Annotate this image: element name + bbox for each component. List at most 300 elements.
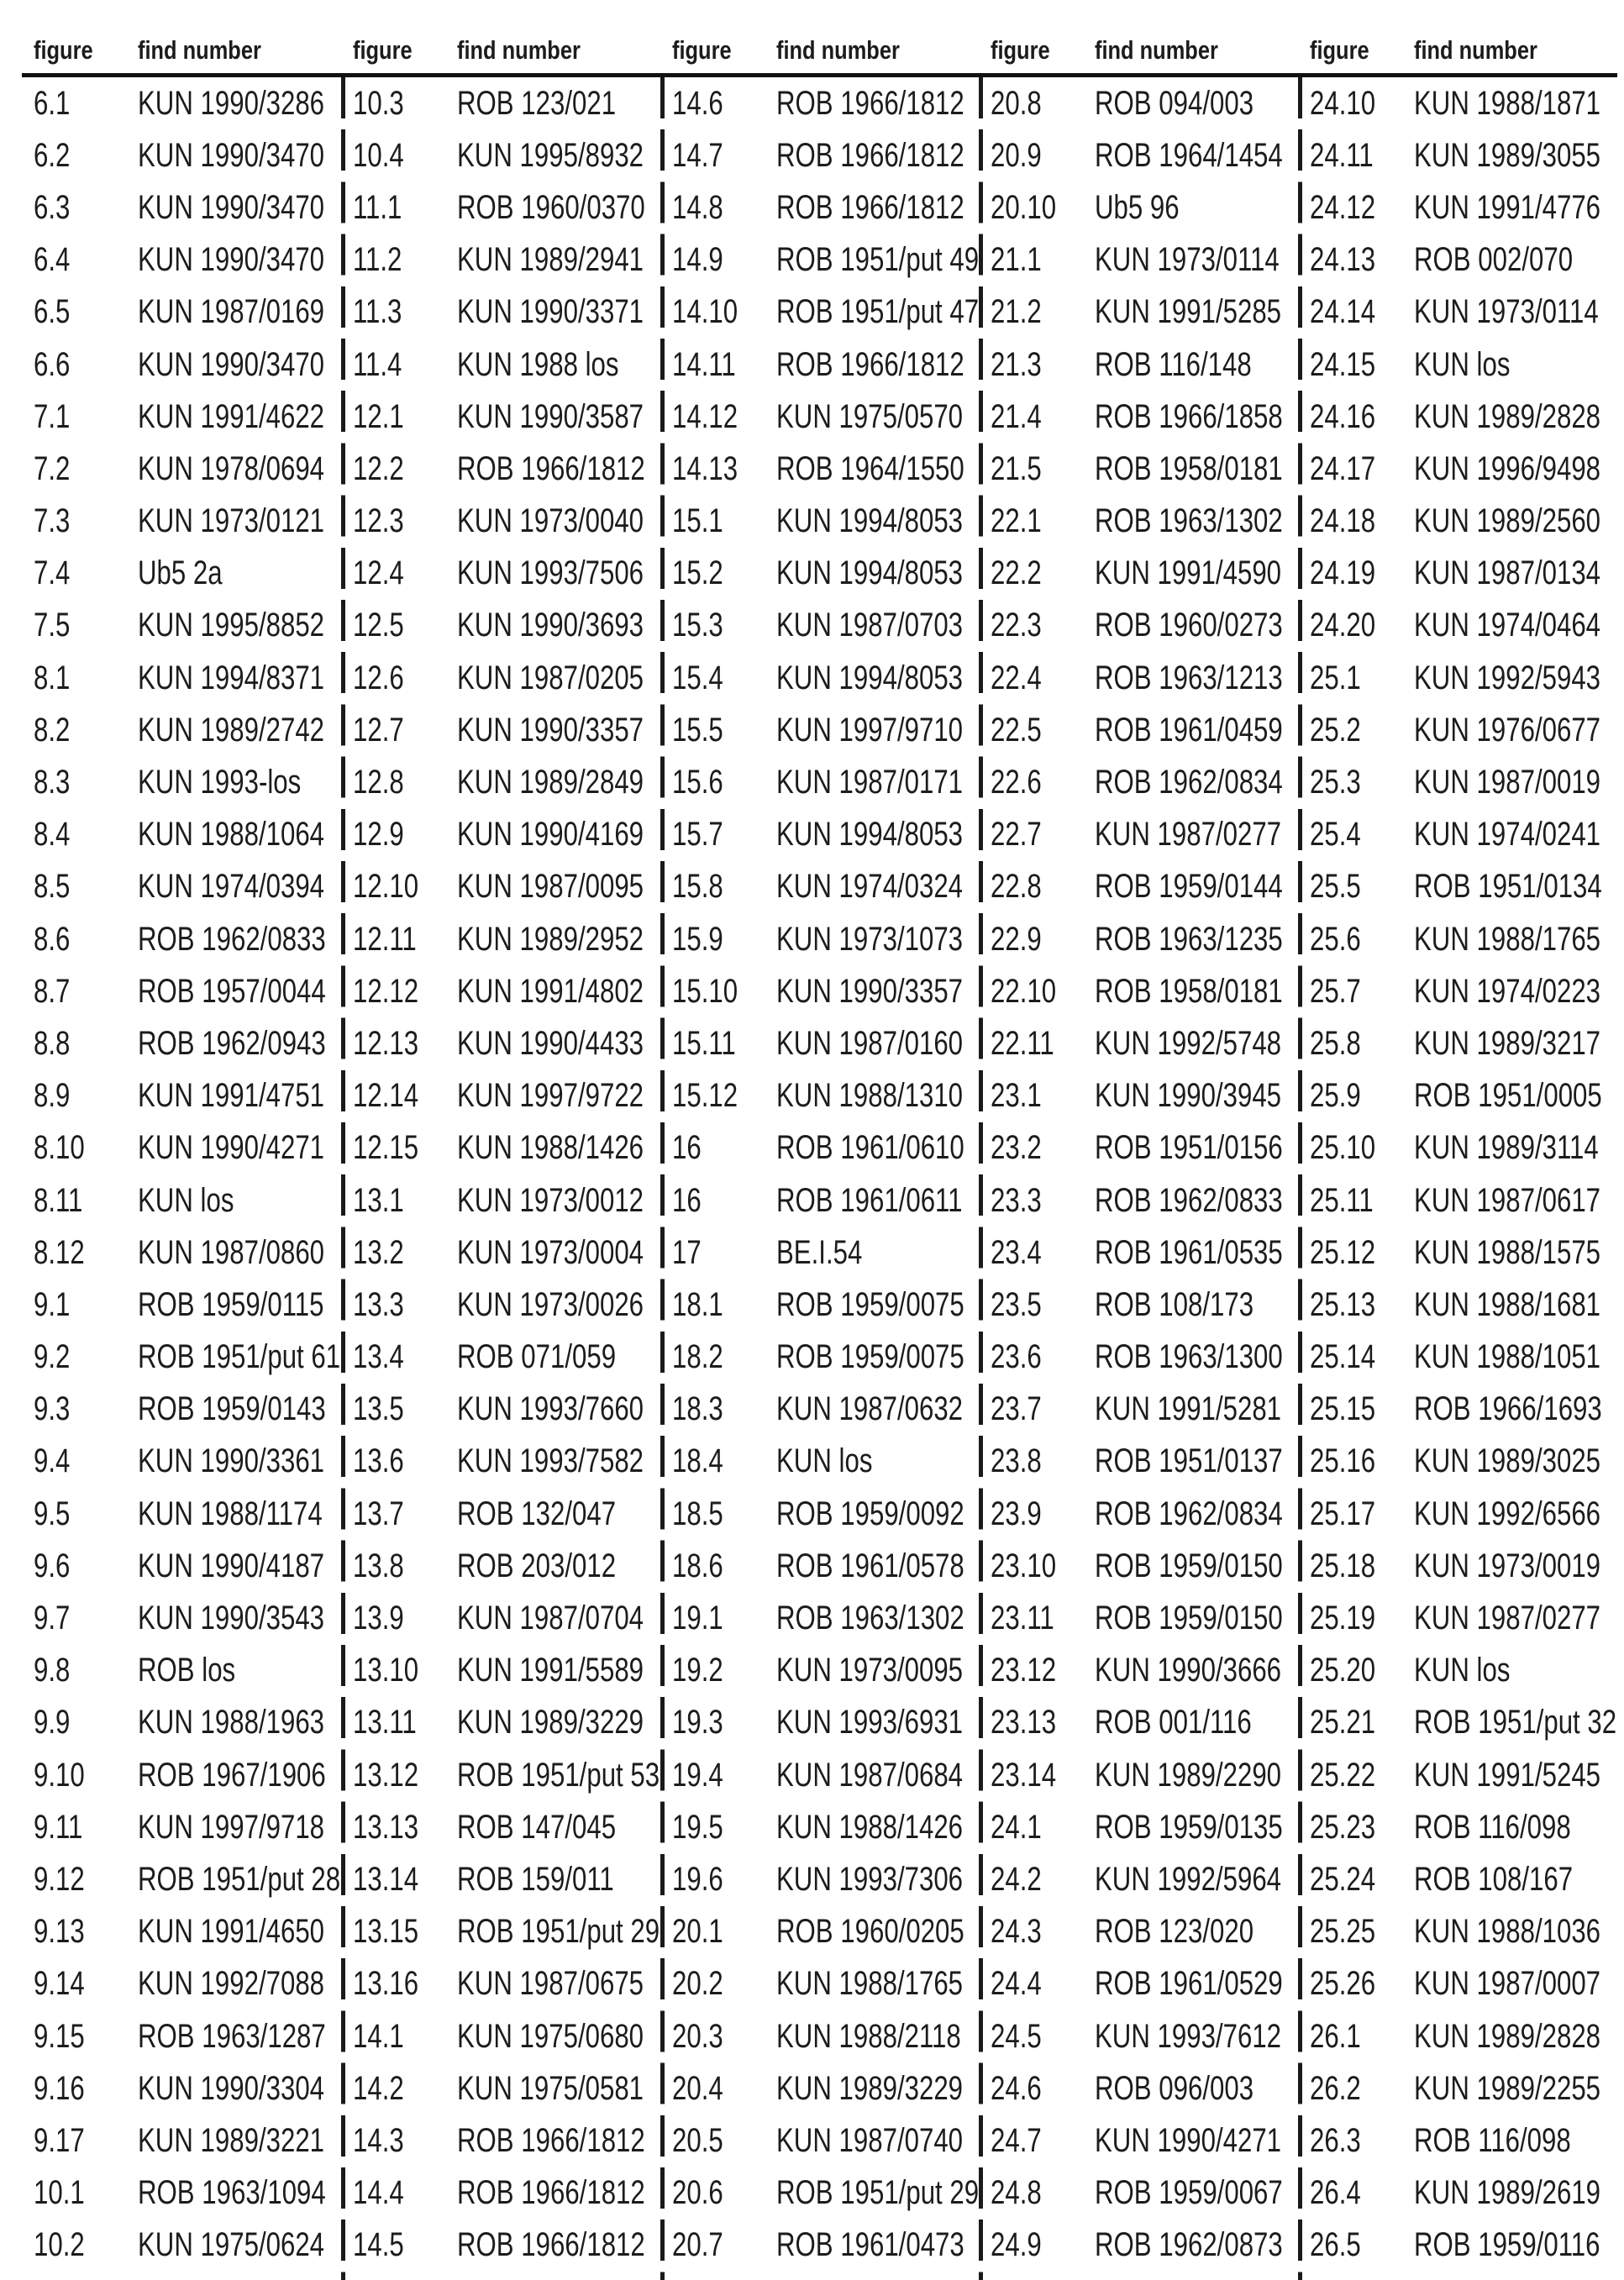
table-row: [991, 2010, 1298, 2062]
figure-number: 21.2: [991, 293, 1043, 331]
figure-number: 23.12: [991, 1652, 1057, 1689]
find-number: KUN 1990/3587: [456, 397, 644, 435]
find-number: KUN 1990/4271: [1095, 2121, 1282, 2159]
table-row: [1310, 443, 1617, 495]
figure-number: 24.1: [991, 1808, 1043, 1846]
table-row: [672, 1174, 980, 1227]
figure-number: 24.18: [1310, 502, 1376, 540]
find-number: KUN 1995/8932: [456, 136, 644, 174]
table-row: [34, 1749, 341, 1801]
find-number: KUN 1993/7612: [1095, 2017, 1282, 2055]
find-number: KUN 1990/3543: [138, 1600, 325, 1637]
table-row: [991, 1070, 1298, 1122]
figure-number: 8.8: [34, 1024, 71, 1062]
table-row: [1310, 1017, 1617, 1069]
figure-number: 13.13: [352, 1808, 418, 1846]
table-row: [34, 1122, 341, 1174]
figure-number: 23.5: [991, 1285, 1043, 1323]
table-row: [1310, 809, 1617, 861]
table-row: [34, 234, 341, 286]
table-row: [991, 443, 1298, 495]
table-row: [353, 704, 660, 756]
table-row: [991, 1592, 1298, 1644]
figure-number: 18.6: [671, 1547, 723, 1584]
find-number: KUN 1973/0114: [1095, 241, 1280, 279]
figure-number: 14.5: [352, 2226, 404, 2264]
find-number: KUN 1991/5285: [1095, 293, 1282, 331]
table-row: [672, 1592, 980, 1644]
figure-number: 23.13: [991, 1704, 1057, 1742]
table-row: [672, 1540, 980, 1592]
figure-findnumber-column-group: [341, 25, 660, 2280]
figure-number: 25.20: [1310, 1652, 1376, 1689]
figure-number: 26.4: [1310, 2174, 1361, 2212]
table-row: [991, 1227, 1298, 1279]
row-list: [34, 77, 341, 2272]
find-number: KUN 1991/4802: [456, 972, 644, 1010]
table-row: [991, 913, 1298, 965]
figure-number: 9.3: [34, 1390, 71, 1428]
table-row: [353, 234, 660, 286]
table-row: [672, 1906, 980, 1958]
table-row: [1310, 1801, 1617, 1853]
table-row: [34, 1279, 341, 1331]
figure-number: 13.15: [352, 1913, 418, 1951]
figure-number: 13.3: [352, 1285, 404, 1323]
find-number: ROB 116/098: [1414, 1808, 1571, 1846]
find-number: KUN 1993/7582: [456, 1442, 644, 1480]
table-row: [34, 1697, 341, 1749]
figure-number: 9.16: [34, 2069, 85, 2107]
find-number: ROB 1963/1287: [138, 2017, 326, 2055]
find-number: KUN 1973/0026: [456, 1285, 644, 1323]
table-row: [672, 652, 980, 704]
figure-number: 12.3: [352, 502, 404, 540]
find-number: KUN 1989/3055: [1414, 136, 1601, 174]
find-number: KUN 1993/7506: [456, 554, 644, 592]
figure-number: 25.7: [1310, 972, 1361, 1010]
find-number: KUN 1990/3470: [138, 241, 325, 279]
table-row: [991, 1017, 1298, 1069]
figure-column-header: figure: [671, 35, 732, 65]
figure-number: 13.7: [352, 1495, 404, 1532]
figure-number: 10.3: [352, 84, 404, 122]
figure-number: 22.2: [991, 554, 1043, 592]
figure-number: 9.12: [34, 1860, 85, 1898]
figure-number: 6.2: [34, 136, 71, 174]
table-row: [353, 1070, 660, 1122]
figure-number: 20.10: [991, 188, 1057, 226]
figure-number: 23.3: [991, 1181, 1043, 1219]
find-number: KUN 1992/7088: [138, 1965, 325, 2003]
find-number-column-header: find number: [775, 35, 900, 65]
table-row: [672, 286, 980, 339]
find-number: KUN 1994/8053: [775, 816, 963, 854]
table-row: [1310, 913, 1617, 965]
find-number-column-header: find number: [1095, 35, 1219, 65]
find-number: KUN 1988/1575: [1414, 1233, 1601, 1271]
find-number: ROB 108/167: [1414, 1860, 1574, 1898]
table-row: [353, 913, 660, 965]
figure-number: 13.10: [352, 1652, 418, 1689]
find-number: ROB 1951/put 53: [456, 1756, 660, 1794]
find-number: ROB 1960/0205: [775, 1913, 964, 1951]
table-row: [1310, 496, 1617, 548]
find-number: KUN los: [138, 1181, 234, 1219]
find-number: ROB 1959/0092: [775, 1495, 964, 1532]
table-row: [353, 1384, 660, 1436]
table-row: [1310, 1332, 1617, 1384]
table-row: [1310, 339, 1617, 391]
table-row: [991, 181, 1298, 234]
table-row: [353, 600, 660, 652]
figure-number: 24.14: [1310, 293, 1376, 331]
figure-number: 12.14: [352, 1077, 418, 1115]
figure-number: 23.8: [991, 1442, 1043, 1480]
figure-number: 22.9: [991, 920, 1043, 958]
table-row: [991, 1958, 1298, 2010]
figure-number: 6.4: [34, 241, 71, 279]
figure-number: 7.5: [34, 607, 71, 644]
table-row: [991, 1697, 1298, 1749]
table-row: [34, 652, 341, 704]
table-row: [672, 181, 980, 234]
table-row: [34, 1906, 341, 1958]
figure-number: 24.11: [1310, 136, 1374, 174]
find-number-table: [34, 25, 1617, 2280]
find-number: ROB 1958/0181: [1095, 972, 1284, 1010]
figure-number: 15.9: [671, 920, 723, 958]
figure-number: 13.5: [352, 1390, 404, 1428]
figure-number: 7.2: [34, 449, 71, 487]
find-number: KUN 1987/0171: [775, 764, 963, 801]
table-row: [991, 1749, 1298, 1801]
figure-number: 21.4: [991, 397, 1043, 435]
figure-number: 23.7: [991, 1390, 1043, 1428]
figure-number: 14.6: [671, 84, 723, 122]
find-number: KUN 1991/4622: [138, 397, 325, 435]
table-row: [353, 1592, 660, 1644]
find-number: KUN 1988/1426: [775, 1808, 963, 1846]
figure-number: 9.1: [34, 1285, 71, 1323]
figure-number: 25.15: [1310, 1390, 1376, 1428]
figure-number: 24.10: [1310, 84, 1376, 122]
figure-number: 25.17: [1310, 1495, 1376, 1532]
figure-number: 8.5: [34, 868, 71, 906]
find-number: KUN 1988/1051: [1414, 1338, 1601, 1376]
figure-number: 9.10: [34, 1756, 85, 1794]
find-number: ROB 1951/put 28: [138, 1860, 341, 1898]
table-row: [991, 77, 1298, 129]
figure-number: 20.7: [671, 2226, 723, 2264]
figure-number: 23.11: [991, 1600, 1055, 1637]
find-number: ROB 1951/0137: [1095, 1442, 1284, 1480]
table-row: [991, 1853, 1298, 1905]
find-number: KUN 1988/1036: [1414, 1913, 1601, 1951]
figure-findnumber-column-group: [34, 25, 341, 2280]
find-number: KUN 1974/0241: [1414, 816, 1601, 854]
table-row: [1310, 548, 1617, 600]
figure-number: 26.2: [1310, 2069, 1361, 2107]
table-row: [1310, 1592, 1617, 1644]
figure-number: 14.7: [671, 136, 723, 174]
figure-number: 9.17: [34, 2121, 85, 2159]
figure-number: 19.4: [671, 1756, 723, 1794]
figure-column-header: figure: [34, 35, 93, 65]
table-row: [34, 913, 341, 965]
find-number: KUN 1988/1310: [775, 1077, 963, 1115]
figure-number: 24.5: [991, 2017, 1043, 2055]
figure-number: 13.12: [352, 1756, 418, 1794]
find-number: KUN 1992/5748: [1095, 1024, 1282, 1062]
row-list: [991, 77, 1298, 2272]
find-number: KUN 1989/2849: [456, 764, 644, 801]
table-row: [991, 1332, 1298, 1384]
figure-number: 8.3: [34, 764, 71, 801]
find-number: KUN 1990/4187: [138, 1547, 325, 1584]
find-number: KUN 1995/8852: [138, 607, 325, 644]
figure-number: 25.3: [1310, 764, 1361, 801]
figure-number: 12.10: [352, 868, 418, 906]
table-row: [672, 2220, 980, 2272]
table-row: [1310, 1853, 1617, 1905]
figure-number: 15.2: [671, 554, 723, 592]
find-number: KUN 1991/5281: [1095, 1390, 1282, 1428]
find-number: ROB 132/047: [456, 1495, 616, 1532]
table-row: [991, 1488, 1298, 1540]
figure-number: 20.6: [671, 2174, 723, 2212]
figure-number: 20.3: [671, 2017, 723, 2055]
find-number: KUN 1988/1963: [138, 1704, 325, 1742]
figure-number: 14.11: [671, 345, 736, 383]
find-number: KUN 1990/4433: [456, 1024, 644, 1062]
figure-number: 20.2: [671, 1965, 723, 2003]
find-number: ROB 1960/0370: [456, 188, 645, 226]
table-row: [991, 1384, 1298, 1436]
find-number: ROB 123/020: [1095, 1913, 1254, 1951]
table-row: [672, 1017, 980, 1069]
table-row: [991, 1540, 1298, 1592]
find-number: ROB 1961/0473: [775, 2226, 964, 2264]
find-number: ROB 1966/1812: [775, 84, 964, 122]
row-list: [1310, 77, 1617, 2272]
table-row: [34, 1332, 341, 1384]
find-number: ROB 1962/0834: [1095, 1495, 1284, 1532]
table-row: [672, 1801, 980, 1853]
find-number: KUN 1989/2952: [456, 920, 644, 958]
find-number: KUN 1993/6931: [775, 1704, 963, 1742]
figure-number: 15.12: [671, 1077, 738, 1115]
table-row: [353, 339, 660, 391]
find-number: KUN 1991/4650: [138, 1913, 325, 1951]
find-number: ROB 1962/0833: [138, 920, 326, 958]
find-number: KUN 1989/2742: [138, 711, 325, 749]
table-row: [34, 1645, 341, 1697]
find-number: ROB 1966/1812: [775, 136, 964, 174]
find-number: KUN 1989/2560: [1414, 502, 1601, 540]
find-number: KUN 1991/4590: [1095, 554, 1282, 592]
table-row: [991, 704, 1298, 756]
find-number: ROB 1966/1858: [1095, 397, 1284, 435]
find-number: ROB 1959/0067: [1095, 2174, 1284, 2212]
find-number: ROB 1959/0075: [775, 1338, 964, 1376]
table-row: [34, 1174, 341, 1227]
find-number: ROB 1959/0144: [1095, 868, 1284, 906]
table-row: [1310, 129, 1617, 181]
figure-number: 12.4: [352, 554, 404, 592]
figure-number: 11.2: [352, 241, 402, 279]
find-number: KUN 1994/8371: [138, 659, 325, 696]
figure-number: 9.11: [34, 1808, 83, 1846]
table-row: [1310, 2062, 1617, 2115]
row-list: [672, 77, 980, 2272]
find-number: ROB 1962/0873: [1095, 2226, 1284, 2264]
find-number: KUN 1973/0019: [1414, 1547, 1601, 1584]
figure-number: 20.8: [991, 84, 1043, 122]
figure-number: 25.1: [1310, 659, 1361, 696]
find-number: KUN 1975/0581: [456, 2069, 644, 2107]
figure-number: 25.24: [1310, 1860, 1376, 1898]
table-row: [353, 1122, 660, 1174]
find-number: KUN 1989/2941: [456, 241, 644, 279]
find-number: KUN 1989/2619: [1414, 2174, 1601, 2212]
figure-number: 19.6: [671, 1860, 723, 1898]
figure-number: 10.1: [34, 2174, 85, 2212]
figure-findnumber-column-group: [979, 25, 1298, 2280]
table-row: [1310, 234, 1617, 286]
find-number: KUN los: [1414, 345, 1511, 383]
find-number: KUN 1992/5964: [1095, 1860, 1282, 1898]
figure-number: 22.1: [991, 502, 1043, 540]
find-number: KUN 1997/9718: [138, 1808, 325, 1846]
figure-number: 22.7: [991, 816, 1043, 854]
figure-number: 24.4: [991, 1965, 1043, 2003]
find-number: KUN 1975/0680: [456, 2017, 644, 2055]
table-row: [672, 234, 980, 286]
find-number: ROB 1951/0134: [1414, 868, 1602, 906]
table-row: [353, 809, 660, 861]
find-number: KUN 1990/3470: [138, 345, 325, 383]
figure-number: 25.12: [1310, 1233, 1376, 1271]
find-number: ROB 1964/1550: [775, 449, 964, 487]
figure-number: 25.22: [1310, 1756, 1376, 1794]
find-number: ROB 1959/0150: [1095, 1600, 1284, 1637]
figure-number: 15.7: [671, 816, 723, 854]
table-row: [353, 1540, 660, 1592]
table-row: [34, 1384, 341, 1436]
find-number: ROB 116/098: [1414, 2121, 1571, 2159]
figure-number: 14.9: [671, 241, 723, 279]
find-number: ROB 1966/1812: [456, 2121, 645, 2159]
find-number: ROB 002/070: [1414, 241, 1574, 279]
figure-number: 15.6: [671, 764, 723, 801]
figure-number: 25.4: [1310, 816, 1361, 854]
find-number: ROB 1963/1235: [1095, 920, 1284, 958]
table-row: [34, 391, 341, 443]
find-number: KUN 1974/0394: [138, 868, 325, 906]
find-number-column-header: find number: [1414, 35, 1538, 65]
figure-number: 16: [671, 1181, 702, 1219]
find-number: KUN 1987/0095: [456, 868, 644, 906]
find-number: ROB 1962/0834: [1095, 764, 1284, 801]
find-number: KUN 1987/0704: [456, 1600, 644, 1637]
figure-number: 23.1: [991, 1077, 1043, 1115]
table-row: [353, 2010, 660, 2062]
figure-number: 12.9: [352, 816, 404, 854]
figure-number: 24.20: [1310, 607, 1376, 644]
find-number: KUN 1988/1765: [1414, 920, 1601, 958]
find-number: ROB 1951/0156: [1095, 1129, 1284, 1167]
table-row: [672, 965, 980, 1017]
find-number: KUN 1988/1426: [456, 1129, 644, 1167]
table-row: [353, 2115, 660, 2167]
column-group-header: [991, 25, 1298, 77]
find-number: KUN 1991/5589: [456, 1652, 644, 1689]
find-number: ROB 1957/0044: [138, 972, 326, 1010]
figure-column-header: figure: [352, 35, 413, 65]
find-number: KUN 1976/0677: [1414, 711, 1601, 749]
table-row: [353, 129, 660, 181]
figure-number: 14.2: [352, 2069, 404, 2107]
table-row: [1310, 1174, 1617, 1227]
table-row: [34, 443, 341, 495]
find-number: ROB 1966/1812: [456, 2226, 645, 2264]
figure-number: 25.6: [1310, 920, 1361, 958]
find-number: KUN 1974/0223: [1414, 972, 1601, 1010]
figure-number: 24.8: [991, 2174, 1043, 2212]
find-number: ROB 001/116: [1095, 1704, 1253, 1742]
table-row: [991, 809, 1298, 861]
table-row: [353, 861, 660, 913]
figure-number: 6.3: [34, 188, 71, 226]
find-number: KUN 1990/3470: [138, 188, 325, 226]
figure-number: 10.2: [34, 2226, 85, 2264]
figure-number: 12.1: [352, 397, 404, 435]
table-row: [991, 861, 1298, 913]
find-number: KUN 1989/3229: [775, 2069, 963, 2107]
figure-number: 25.21: [1310, 1704, 1376, 1742]
find-number: KUN 1989/2255: [1414, 2069, 1601, 2107]
figure-number: 19.2: [671, 1652, 723, 1689]
table-row: [34, 548, 341, 600]
table-row: [353, 1749, 660, 1801]
figure-number: 8.1: [34, 659, 71, 696]
table-row: [672, 809, 980, 861]
figure-number: 25.19: [1310, 1600, 1376, 1637]
table-row: [1310, 2010, 1617, 2062]
find-number: ROB 1963/1213: [1095, 659, 1284, 696]
figure-number: 21.1: [991, 241, 1043, 279]
table-row: [1310, 1227, 1617, 1279]
figure-number: 9.8: [34, 1652, 71, 1689]
find-number: KUN 1993/7306: [775, 1860, 963, 1898]
find-number: ROB 1959/0143: [138, 1390, 326, 1428]
table-row: [353, 2220, 660, 2272]
figure-number: 23.6: [991, 1338, 1043, 1376]
find-number: KUN 1987/0277: [1095, 816, 1282, 854]
table-row: [672, 2115, 980, 2167]
table-row: [1310, 1540, 1617, 1592]
figure-number: 15.4: [671, 659, 723, 696]
find-number: KUN 1987/0019: [1414, 764, 1601, 801]
figure-number: 15.5: [671, 711, 723, 749]
table-row: [1310, 756, 1617, 808]
find-number: ROB 1966/1812: [775, 345, 964, 383]
table-row: [353, 965, 660, 1017]
table-row: [353, 1801, 660, 1853]
figure-number: 9.7: [34, 1600, 71, 1637]
figure-number: 9.4: [34, 1442, 71, 1480]
